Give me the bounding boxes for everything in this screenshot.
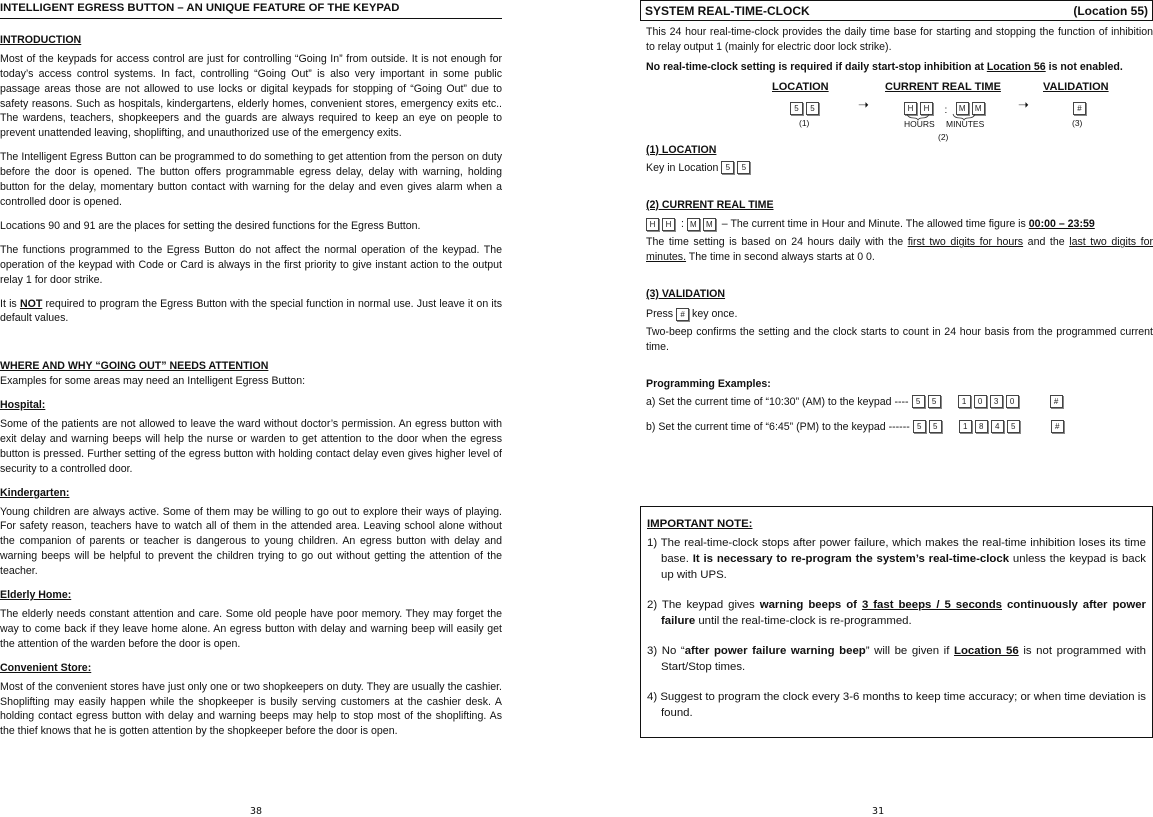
key-h: H [904, 102, 917, 115]
key-digit: 1 [959, 420, 972, 433]
validation-section-heading: (3) VALIDATION [646, 288, 726, 301]
key-digit: 4 [991, 420, 1004, 433]
rtc-requirement-note [640, 60, 1153, 75]
text-run: is not enabled. [1045, 60, 1123, 73]
text-run: It is necessary to re-program the system’s real-time-clock [692, 553, 1010, 565]
key-5: 5 [928, 395, 941, 408]
text-run: until the real-time-clock is re-programmed. [695, 615, 912, 627]
where-why-heading: WHERE AND WHY “GOING OUT” NEEDS ATTENTION [0, 360, 269, 373]
key-digit: 3 [990, 395, 1003, 408]
elderly-home-text: The elderly needs constant attention and care. Some old people have poor memory. They may forget the way to come back if they leave home alone. An egress button with delay and warning beep will easily get the attention of the warden before the door is open. [0, 608, 502, 650]
text-run: 3) No “ [647, 645, 685, 657]
time-setting-explanation [646, 235, 1153, 265]
colon-separator: : [944, 104, 948, 116]
page-number-left: 38 [250, 806, 263, 817]
important-note-3 [647, 643, 1146, 675]
key-digit: 0 [974, 395, 987, 408]
flow-step-1: (1) [799, 117, 810, 128]
key-digit: 5 [1007, 420, 1020, 433]
introduction-heading: INTRODUCTION [0, 33, 82, 46]
intro-paragraph-2: The Intelligent Egress Button can be programmed to do something to get attention from the person on duty before the door is opened. The button offers programmable egress delay, delay with warning, holding button for the delay, momentary button contact with warning for the delay and even gives alarm when a controlled door is opened. [0, 151, 502, 208]
key-5: 5 [913, 420, 926, 433]
location-56-ref: Location 56 [986, 60, 1046, 73]
convenient-store-heading: Convenient Store: [0, 661, 92, 674]
key-m: M [956, 102, 969, 115]
where-why-subtitle: Examples for some areas may need an Intelligent Egress Button: [0, 375, 306, 388]
text-run: last two digits for minutes. [646, 236, 1153, 264]
key-hash: # [1073, 102, 1086, 115]
key-5: 5 [737, 161, 750, 174]
left-page [0, 0, 502, 739]
current-time-section-heading: (2) CURRENT REAL TIME [646, 198, 774, 211]
key-digit: 8 [975, 420, 988, 433]
section-title: SYSTEM REAL-TIME-CLOCK [645, 3, 810, 18]
key-hash: # [1050, 395, 1063, 408]
flow-location-label: LOCATION [772, 80, 829, 93]
text-run: key once. [692, 308, 738, 321]
right-page [640, 0, 1153, 719]
key-h: H [662, 218, 675, 231]
text-run: The time in second always starts at 0 0. [686, 251, 875, 264]
hours-caption: HOURS [904, 118, 935, 129]
intro-paragraph-4: The functions programmed to the Egress Button do not affect the normal operation of the keypad. The operation of the keypad with Code or Card is always in the first priority to give instant action to the output relay 1 for door strike. [0, 243, 502, 286]
text-run: warning beeps of [759, 599, 862, 611]
intro-paragraph-5 [0, 297, 502, 327]
examples-heading: Programming Examples: [646, 377, 771, 390]
text-run: It is [0, 297, 20, 310]
text-run: a) Set the current time of “10:30” (AM) to the keypad ---- [646, 395, 909, 408]
flow-step-3: (3) [1072, 117, 1083, 128]
text-run: first two digits for hours [907, 236, 1024, 249]
key-m: M [687, 218, 700, 231]
key-5: 5 [912, 395, 925, 408]
intro-paragraph-1: Most of the keypads for access control are just for controlling “Going In” from outside. It is not enough for today’s access control systems. In fact, controlling “Going Out” is also very important in some public passage areas those are not allowed to use locks or digital keypads for stopping of “Going Out” due to safety reasons. Such as hospitals, kindergartens, elderly homes, convenient stores, emergency exits etc.. The wardens, teachers, shopkeepers and the guards are always required to keep an eye on people to prevent unattended leaving, shoplifting, and unauthorized use of the emergency exits. [0, 52, 502, 140]
text-run: continuously after power failure [661, 599, 1146, 627]
key-5: 5 [721, 161, 734, 174]
text-run: – The current time in Hour and Minute. The allowed time figure is [718, 218, 1029, 231]
page-number-right: 31 [872, 806, 885, 817]
flow-validation-keys [1073, 100, 1089, 118]
text-run: ” will be given if [865, 645, 954, 657]
text-run: after power failure warning beep [684, 645, 866, 657]
elderly-home-heading: Elderly Home: [0, 589, 72, 602]
example-a [646, 395, 1153, 410]
text-run: 1) The real-time-clock stops after power failure, which makes the real-time inhibition loses its time base. [647, 537, 1146, 565]
important-note-heading: IMPORTANT NOTE: [647, 518, 753, 530]
key-5: 5 [806, 102, 819, 115]
key-hash: # [676, 308, 689, 321]
hospital-text: Some of the patients are not allowed to leave the ward without doctor’s permission. An egress button with exit delay and warning beeps will help the nurse or warden to get attention to the door when the egress button is pressed. Further setting of the egress button with holding contact delay even gives higher level of security to a controlled door. [0, 418, 502, 475]
text-run: is not programmed with Start/Stop times. [661, 645, 1147, 673]
validation-explanation: Two-beep confirms the setting and the clock starts to count in 24 hour basis from the programmed current time. [646, 325, 1153, 353]
page-title: INTELLIGENT EGRESS BUTTON – AN UNIQUE FEATURE OF THE KEYPAD [0, 1, 502, 19]
intro-paragraph-3: Locations 90 and 91 are the places for setting the desired functions for the Egress Button. [0, 219, 421, 232]
text-run: b) Set the current time of “6:45” (PM) to the keypad ------ [646, 420, 910, 433]
kindergarten-text: Young children are always active. Some of them may be willing to go out to explore their ways of playing. For safety reason, teachers have to watch all of them in the attended area. Leaving school alone without the companion of parents or teacher is dangerous to young children. An egress button with delay and warning beeps will be helpful to prevent the children trying to go out without getting the attention of the teacher. [0, 505, 502, 578]
kindergarten-heading: Kindergarten: [0, 486, 70, 499]
location-tag: (Location 55) [1073, 3, 1148, 18]
text-run: No real-time-clock setting is required if daily start-stop inhibition at [646, 60, 987, 73]
colon-separator: : [680, 218, 684, 231]
key-hash: # [1051, 420, 1064, 433]
important-note-1 [647, 535, 1146, 583]
section-title-box [640, 0, 1153, 21]
programming-flow-diagram [640, 75, 1153, 143]
text-run: unless the keypad is back up with UPS. [661, 553, 1146, 581]
arrow-right-icon: ➝ [1018, 96, 1029, 112]
text-run: The time setting is based on 24 hours daily with the [646, 236, 908, 249]
current-time-instruction [646, 217, 1153, 232]
not-emphasis: NOT [19, 297, 43, 310]
text-run: 2) The keypad gives [647, 599, 760, 611]
example-b [646, 420, 1153, 435]
key-m: M [972, 102, 985, 115]
flow-time-label: CURRENT REAL TIME [885, 80, 1001, 93]
important-note-4: 4) Suggest to program the clock every 3-6 months to keep time accuracy; or when time deviation is found. [647, 691, 1146, 719]
key-digit: 0 [1006, 395, 1019, 408]
validation-instruction [646, 307, 1153, 322]
flow-validation-label: VALIDATION [1043, 80, 1109, 93]
location-instruction [646, 161, 1153, 176]
key-h: H [920, 102, 933, 115]
location-56-ref: Location 56 [953, 645, 1019, 657]
key-digit: 1 [958, 395, 971, 408]
key-m: M [703, 218, 716, 231]
hospital-heading: Hospital: [0, 399, 46, 412]
text-run: 3 fast beeps / 5 seconds [861, 599, 1002, 611]
key-5: 5 [790, 102, 803, 115]
key-5: 5 [929, 420, 942, 433]
right-body [640, 143, 1153, 435]
flow-step-2: (2) [938, 131, 949, 142]
allowed-time-range: 00:00 – 23:59 [1028, 218, 1095, 231]
important-note-box [640, 506, 1153, 738]
rtc-intro: This 24 hour real-time-clock provides the daily time base for starting and stopping the function of inhibition to relay output 1 (mainly for electric door lock strike). [646, 26, 1153, 53]
arrow-right-icon: ➝ [858, 96, 869, 112]
location-section-heading: (1) LOCATION [646, 143, 717, 156]
text-run: required to program the Egress Button with the special function in normal use. Just leave it on its default values. [0, 297, 502, 325]
text-run: Key in Location [646, 161, 719, 174]
text-run: and the [1023, 236, 1070, 249]
flow-location-keys [790, 100, 822, 118]
text-run: Press [646, 308, 674, 321]
key-h: H [646, 218, 659, 231]
convenient-store-text: Most of the convenient stores have just only one or two shopkeepers on duty. They are usually the cashier. Shoplifting may easily happen while the shopkeeper is busily serving customers at the cashier desk. A holding contact egress button with delay and warning beeps may help to stop most of the shoplifting. As the thief knows that he is gotten attention by the shopkeeper before the door is open. [0, 680, 502, 738]
important-note-2 [647, 597, 1146, 629]
minutes-caption: MINUTES [946, 118, 985, 129]
